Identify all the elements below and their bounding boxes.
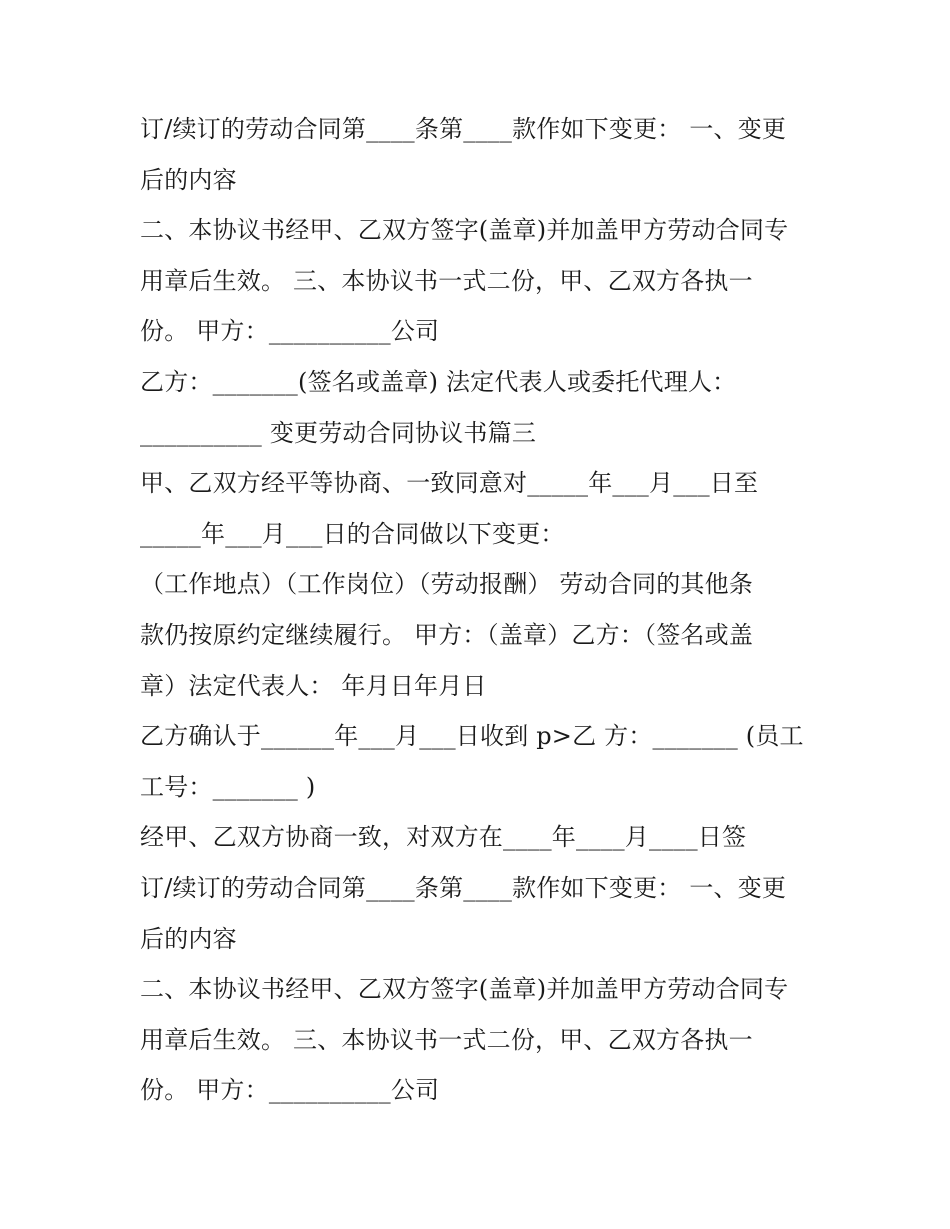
text-line-10: （工作地点）（工作岗位）（劳动报酬） 劳动合同的其他条 — [140, 570, 754, 599]
text-line-3: 二、本协议书经甲、乙双方签字(盖章)并加盖甲方劳动合同专 — [140, 216, 789, 245]
text-line-14: 工号：_______ ) — [140, 772, 316, 801]
text-line-6: 乙方：_______(签名或盖章) 法定代表人或委托代理人： — [140, 367, 737, 396]
text-line-18: 二、本协议书经甲、乙双方签字(盖章)并加盖甲方劳动合同专 — [140, 975, 789, 1004]
text-line-11: 款仍按原约定继续履行。 甲方：（盖章）乙方：（签名或盖 — [140, 620, 754, 649]
text-line-17: 后的内容 — [140, 924, 237, 953]
text-line-7: __________ 变更劳动合同协议书篇三 — [140, 418, 537, 447]
text-line-9: _____年___月___日的合同做以下变更： — [140, 519, 565, 548]
text-line-19: 用章后生效。 三、本协议书一式二份，甲、乙双方各执一 — [140, 1025, 753, 1054]
text-line-2: 后的内容 — [140, 165, 237, 194]
text-line-12: 章）法定代表人： 年月日年月日 — [140, 671, 487, 700]
text-line-4: 用章后生效。 三、本协议书一式二份，甲、乙双方各执一 — [140, 266, 753, 295]
text-line-8: 甲、乙双方经平等协商、一致同意对_____年___月___日至 — [140, 469, 759, 498]
text-line-5: 份。 甲方：__________公司 — [140, 317, 440, 346]
text-line-16: 订/续订的劳动合同第____条第____款作如下变更： 一、变更 — [140, 873, 787, 902]
text-line-1: 订/续订的劳动合同第____条第____款作如下变更： 一、变更 — [140, 115, 787, 143]
text-line-20: 份。 甲方：__________公司 — [140, 1076, 440, 1105]
text-line-13: 乙方确认于______年___月___日收到 p>乙 方：_______ (员工 — [140, 722, 804, 751]
document-body — [140, 104, 820, 1116]
text-line-15: 经甲、乙双方协商一致，对双方在____年____月____日签 — [140, 823, 747, 852]
